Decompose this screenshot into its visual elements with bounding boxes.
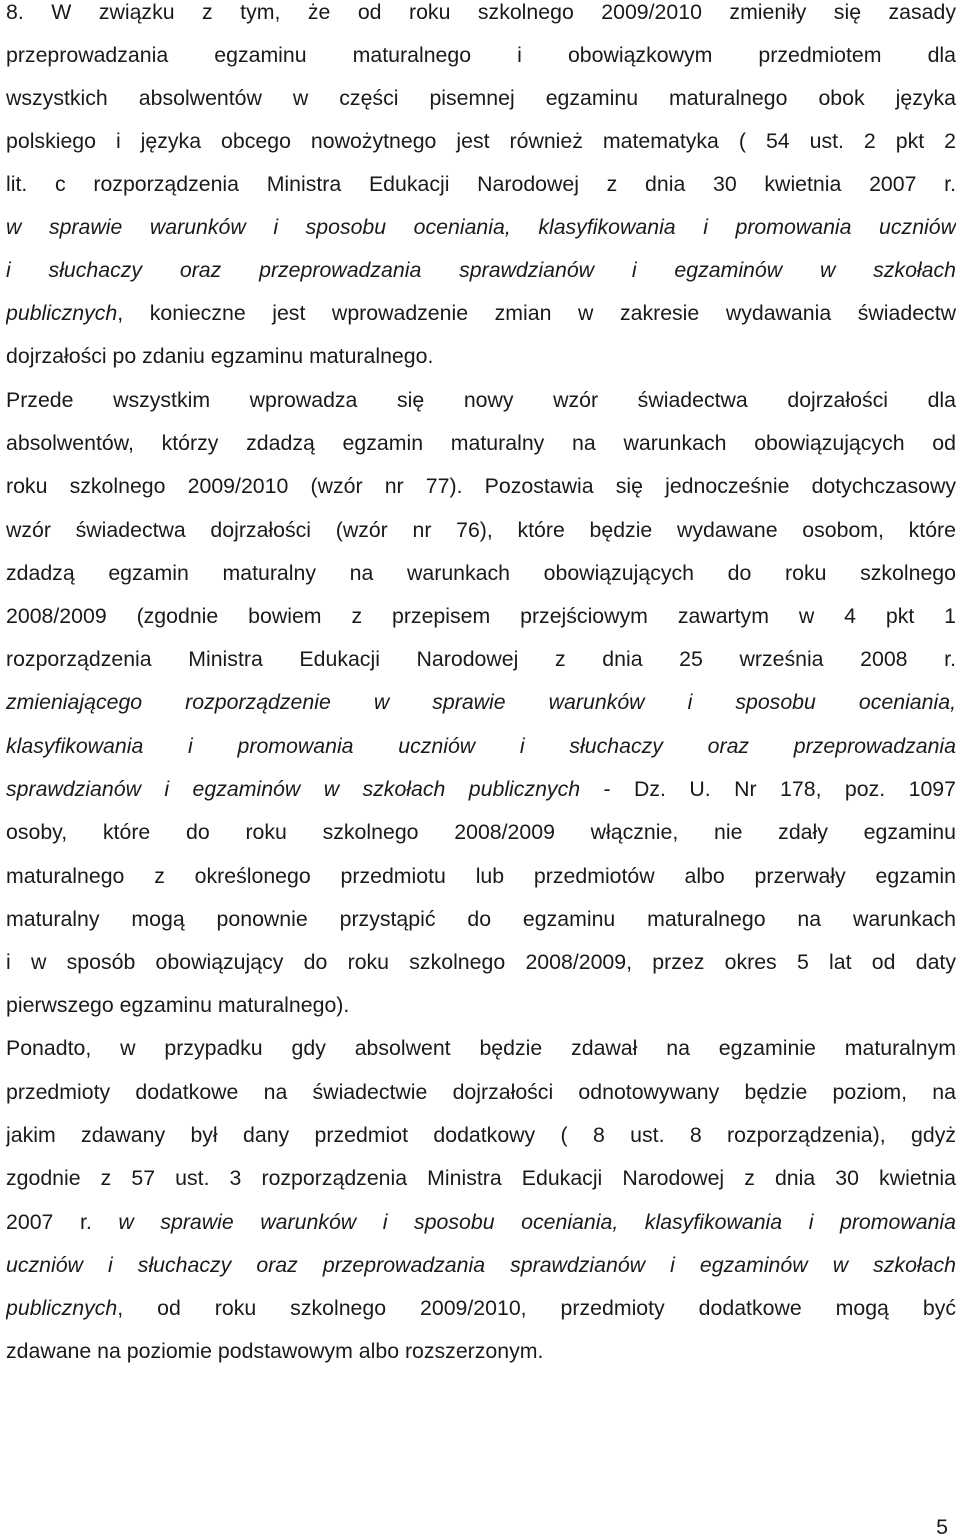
text-line xyxy=(6,1339,956,1382)
text-line xyxy=(6,215,956,258)
text-segment: wzór świadectwa dojrzałości (wzór nr 76), które będzie wydawane osobom, które xyxy=(6,518,956,542)
text-line xyxy=(6,388,956,431)
text-segment: Przede wszystkim wprowadza się nowy wzór świadectwa dojrzałości dla xyxy=(6,388,956,412)
italic-text: publicznych xyxy=(6,301,118,325)
text-line xyxy=(6,344,956,387)
italic-text: i słuchaczy oraz przeprowadzania sprawdzianów i egzaminów w szkołach xyxy=(6,258,956,282)
text-line xyxy=(6,1123,956,1166)
text-segment: polskiego i języka obcego nowożytnego jest również matematyka ( 54 ust. 2 pkt 2 xyxy=(6,129,956,153)
text-segment: maturalnego z określonego przedmiotu lub przedmiotów albo przerwały egzamin xyxy=(6,864,956,888)
text-segment: lit. c rozporządzenia Ministra Edukacji Narodowej z dnia 30 kwietnia 2007 r. xyxy=(6,172,956,196)
text-line xyxy=(6,561,956,604)
text-line xyxy=(6,604,956,647)
text-segment: maturalny mogą ponownie przystąpić do egzaminu maturalnego na warunkach xyxy=(6,907,956,931)
text-line xyxy=(6,1210,956,1253)
text-line xyxy=(6,474,956,517)
text-segment: 8. W związku z tym, że od roku szkolnego 2009/2010 zmieniły się zasady xyxy=(6,0,956,24)
text-segment: , konieczne jest wprowadzenie zmian w zakresie wydawania świadectw xyxy=(117,301,956,325)
text-line xyxy=(6,86,956,129)
text-line xyxy=(6,690,956,733)
text-segment: 2008/2009 (zgodnie bowiem z przepisem przejściowym zawartym w 4 pkt 1 xyxy=(6,604,956,628)
text-line xyxy=(6,864,956,907)
text-segment: roku szkolnego 2009/2010 (wzór nr 77). Pozostawia się jednocześnie dotychczasowy xyxy=(6,474,956,498)
text-segment: przeprowadzania egzaminu maturalnego i obowiązkowym przedmiotem dla xyxy=(6,43,956,67)
italic-text: sprawdzianów i egzaminów w szkołach publicznych xyxy=(6,777,581,801)
italic-text: zmieniającego rozporządzenie w sprawie warunków i sposobu oceniania, xyxy=(6,690,956,714)
text-line xyxy=(6,43,956,86)
text-line xyxy=(6,1253,956,1296)
text-line xyxy=(6,950,956,993)
italic-text: w sprawie warunków i sposobu oceniania, klasyfikowania i promowania xyxy=(118,1210,956,1234)
text-line xyxy=(6,0,956,43)
text-line xyxy=(6,1036,956,1079)
text-segment: pierwszego egzaminu maturalnego). xyxy=(6,993,350,1017)
text-line xyxy=(6,1166,956,1209)
text-segment: 2007 r. xyxy=(6,1210,119,1234)
text-line xyxy=(6,129,956,172)
text-line xyxy=(6,172,956,215)
text-line xyxy=(6,820,956,863)
text-segment: absolwentów, którzy zdadzą egzamin maturalny na warunkach obowiązujących od xyxy=(6,431,956,455)
text-line xyxy=(6,647,956,690)
text-segment: zdadzą egzamin maturalny na warunkach obowiązujących do roku szkolnego xyxy=(6,561,956,585)
text-segment: zdawane na poziomie podstawowym albo rozszerzonym. xyxy=(6,1339,544,1363)
text-segment: i w sposób obowiązujący do roku szkolnego 2008/2009, przez okres 5 lat od daty xyxy=(6,950,956,974)
text-segment: jakim zdawany był dany przedmiot dodatkowy ( 8 ust. 8 rozporządzenia), gdyż xyxy=(6,1123,956,1147)
text-line xyxy=(6,1296,956,1339)
text-line xyxy=(6,907,956,950)
text-segment: - Dz. U. Nr 178, poz. 1097 xyxy=(580,777,956,801)
text-segment: , od roku szkolnego 2009/2010, przedmioty dodatkowe mogą być xyxy=(117,1296,956,1320)
text-line xyxy=(6,777,956,820)
text-segment: wszystkich absolwentów w części pisemnej egzaminu maturalnego obok języka xyxy=(6,86,956,110)
italic-text: klasyfikowania i promowania uczniów i słuchaczy oraz przeprowadzania xyxy=(6,734,956,758)
text-line xyxy=(6,301,956,344)
text-line xyxy=(6,1080,956,1123)
text-segment: przedmioty dodatkowe na świadectwie dojrzałości odnotowywany będzie poziom, na xyxy=(6,1080,956,1104)
text-line xyxy=(6,734,956,777)
text-line xyxy=(6,993,956,1036)
italic-text: w sprawie warunków i sposobu oceniania, klasyfikowania i promowania uczniów xyxy=(6,215,956,239)
italic-text: publicznych xyxy=(6,1296,118,1320)
text-segment: dojrzałości po zdaniu egzaminu maturalnego. xyxy=(6,344,434,368)
text-segment: zgodnie z 57 ust. 3 rozporządzenia Ministra Edukacji Narodowej z dnia 30 kwietnia xyxy=(6,1166,956,1190)
text-line xyxy=(6,431,956,474)
text-segment: osoby, które do roku szkolnego 2008/2009 włącznie, nie zdały egzaminu xyxy=(6,820,956,844)
text-segment: rozporządzenia Ministra Edukacji Narodowej z dnia 25 września 2008 r. xyxy=(6,647,956,671)
text-line xyxy=(6,258,956,301)
text-segment: Ponadto, w przypadku gdy absolwent będzie zdawał na egzaminie maturalnym xyxy=(6,1036,956,1060)
italic-text: uczniów i słuchaczy oraz przeprowadzania sprawdzianów i egzaminów w szkołach xyxy=(6,1253,956,1277)
text-line xyxy=(6,518,956,561)
page-number: 5 xyxy=(936,1515,948,1539)
